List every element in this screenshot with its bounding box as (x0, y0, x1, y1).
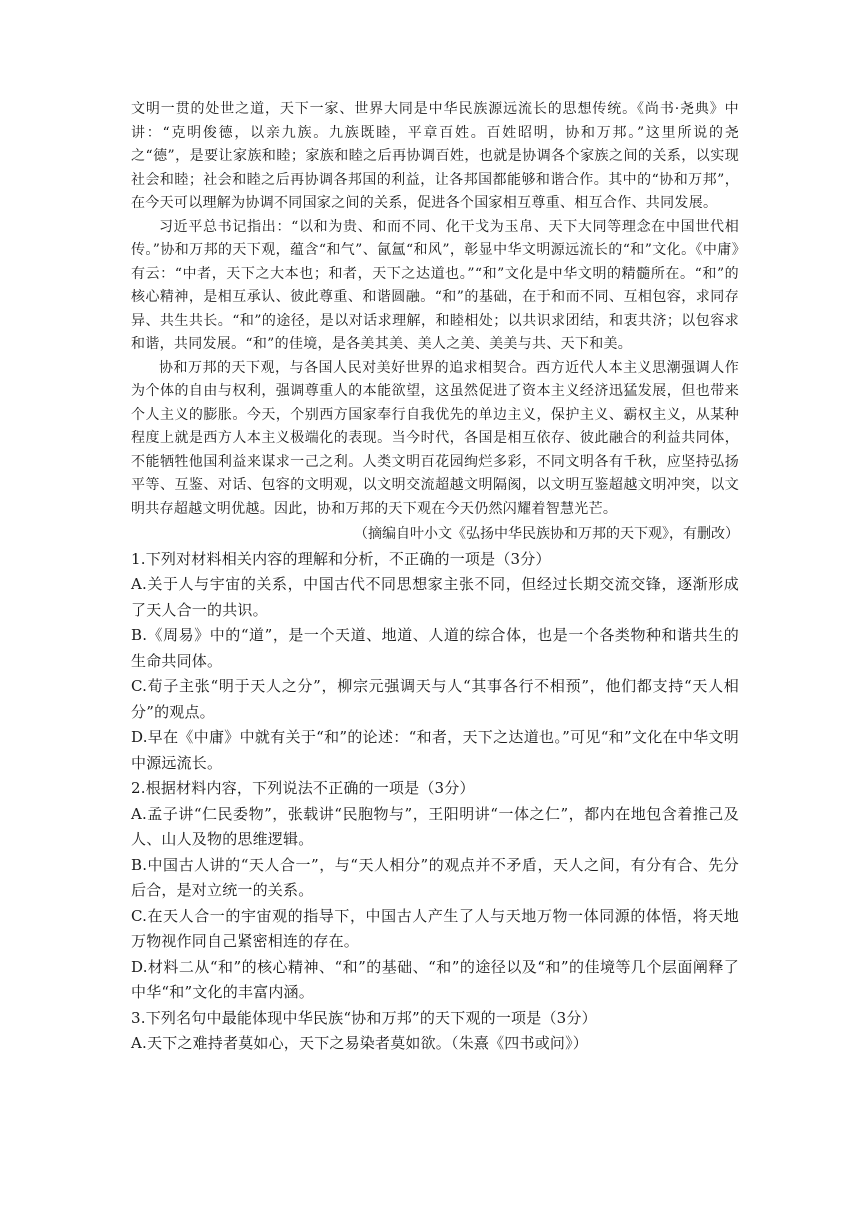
option-c: C.荀子主张“明于天人之分”，柳宗元强调天与人“其事各行不相预”，他们都支持“天人相分”的观点。 (131, 677, 739, 721)
passage-paragraph-2: 习近平总书记指出：“以和为贵、和而不同、化干戈为玉帛、天下大同等理念在中国世代相传。”协和万邦的天下观，蕴含“和气”、氤氲“和风”，彰显中华文明源远流长的“和”文化。《中庸》有云：“中者，天下之大本也；和者，天下之达道也。”“和”文化是中华文明的精髓所在。“和”的核心精神，是相互承认、彼此尊重、和谐圆融。“和”的基础，在于和而不同、互相包容，求同存异、共生共长。“和”的途径，是以对话求理解，和睦相处；以共识求团结，和衷共济；以包容求和谐，共同发展。“和”的佳境，是各美其美、美人之美、美美与共、天下和美。 (131, 218, 739, 352)
passage-paragraph-1: 文明一贯的处世之道，天下一家、世界大同是中华民族源远流长的思想传统。《尚书·尧典》中讲：“克明俊德，以亲九族。九族既睦，平章百姓。百姓昭明，协和万邦。”这里所说的尧之“德”，是要让家族和睦；家族和睦之后再协调百姓，也就是协调各个家族之间的关系，以实现社会和睦；社会和睦之后再协调各邦国的利益，让各邦国都能够和谐合作。其中的“协和万邦”，在今天可以理解为协调不同国家之间的关系，促进各个国家相互尊重、相互合作、共同发展。 (131, 101, 739, 211)
question-1 (131, 547, 739, 777)
option-a: A.关于人与宇宙的关系，中国古代不同思想家主张不同，但经过长期交流交锋，逐渐形成了天人合一的共识。 (131, 575, 739, 619)
option-d: D.材料二从“和”的核心精神、“和”的基础、“和”的途径以及“和”的佳境等几个层面阐释了中华“和”文化的丰富内涵。 (131, 957, 739, 1001)
question-stem: 3.下列名句中最能体现中华民族“协和万邦”的天下观的一项是（3分） (131, 1008, 597, 1027)
question-2 (131, 776, 739, 1006)
option-c: C.在天人合一的宇宙观的指导下，中国古人产生了人与天地万物一体同源的体悟，将天地万物视作同自己紧密相连的存在。 (131, 906, 739, 950)
passage-paragraph-3: 协和万邦的天下观，与各国人民对美好世界的追求相契合。西方近代人本主义思潮强调人作为个体的自由与权利，强调尊重人的本能欲望，这虽然促进了资本主义经济迅猛发展，但也带来个人主义的膨胀。今天，个别西方国家奉行自我优先的单边主义，保护主义、霸权主义，从某种程度上就是西方人本主义极端化的表现。当今时代，各国是相互依存、彼此融合的利益共同体，不能牺牲他国利益来谋求一己之利。人类文明百花园绚烂多彩，不同文明各有千秋，应坚持弘扬平等、互鉴、对话、包容的文明观，以文明交流超越文明隔阂，以文明互鉴超越文明冲突，以文明共存超越文明优越。因此，协和万邦的天下观在今天仍然闪耀着智慧光芒。 (131, 359, 739, 517)
option-a: A.天下之难持者莫如心，天下之易染者莫如欲。（朱熹《四书或问》） (131, 1034, 589, 1052)
question-stem: 1.下列对材料相关内容的理解和分析，不正确的一项是（3分） (131, 549, 551, 568)
option-a: A.孟子讲“仁民委物”，张载讲“民胞物与”，王阳明讲“一体之仁”，都内在地包含着推己及人、山人及物的思维逻辑。 (131, 804, 739, 848)
question-stem: 2.根据材料内容，下列说法不正确的一项是（3分） (131, 779, 475, 797)
option-b: B.《周易》中的“道”，是一个天道、地道、人道的综合体，也是一个各类物种和谐共生的生命共同体。 (131, 626, 739, 670)
option-d: D.早在《中庸》中就有关于“和”的论述：“和者，天下之达道也。”可见“和”文化在中华文明中源远流长。 (131, 728, 739, 772)
option-b: B.中国古人讲的“天人合一”，与“天人相分”的观点并不矛盾，天人之间，有分有合、先分后合，是对立统一的关系。 (131, 855, 739, 899)
exam-content (131, 98, 739, 1057)
question-3 (131, 1006, 739, 1057)
passage-source: （摘编自叶小文《弘扬中华民族协和万邦的天下观》，有删改） (354, 526, 739, 542)
